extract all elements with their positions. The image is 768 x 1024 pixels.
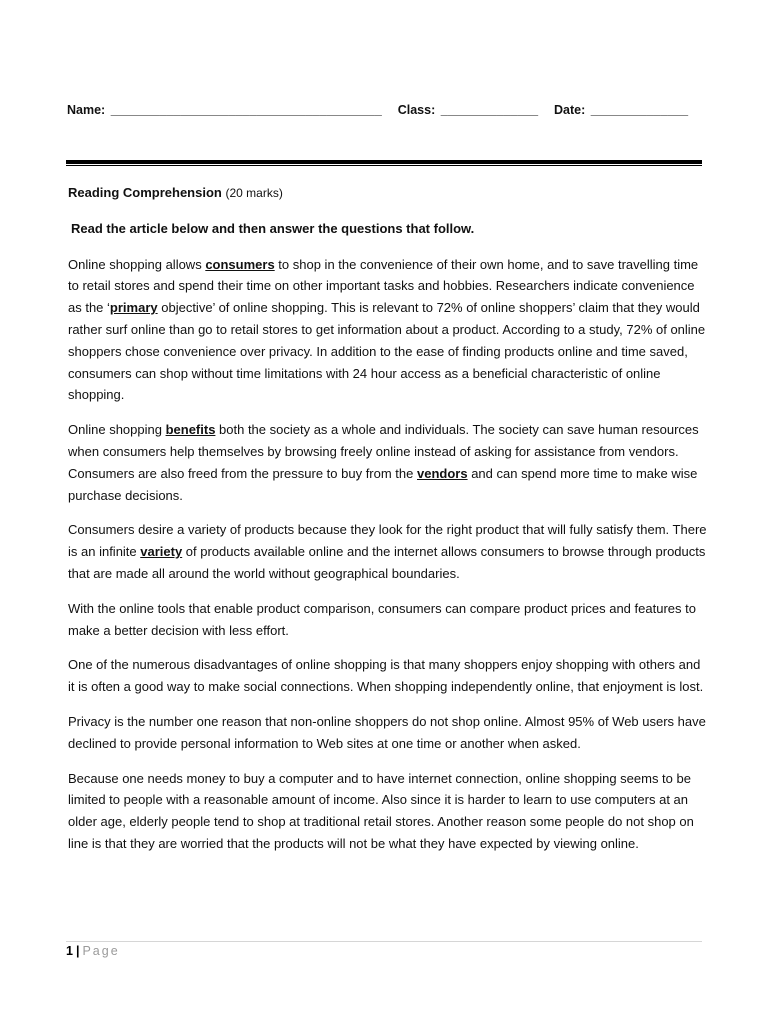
keyword-primary: primary: [109, 300, 158, 316]
student-info-header: [67, 103, 707, 117]
name-label: Name:: [67, 103, 106, 117]
keyword-variety: variety: [140, 544, 183, 560]
keyword-benefits: benefits: [165, 422, 216, 438]
footer-divider: [66, 941, 702, 942]
keyword-vendors: vendors: [417, 465, 468, 481]
article-paragraph-2: [68, 419, 708, 506]
article-paragraph-4: With the online tools that enable product comparison, consumers can compare product prices and features to make a better decision with less effort.: [68, 600, 696, 638]
page-footer: [66, 943, 120, 959]
section-title-text: Reading Comprehension: [68, 185, 222, 200]
text-run: both the society as a whole and individuals. The society can save human resources when consumers help themselves by browsing freely online instead of asking for assistance from vendors. Consumers are also freed from the pressure to buy from the: [68, 422, 699, 481]
text-run: objective’ of online shopping. This is relevant to 72% of online shoppers’ claim that they would rather surf online than go to retail stores to get information about a product. According to a study, 72% of online shoppers chose convenience over privacy. In addition to the ease of finding products online and time saved, consumers can shop without time limitations with 24 hour access as a beneficial characteristic of online shopping.: [68, 300, 706, 403]
page-number: 1: [66, 944, 73, 958]
article-paragraph-7: Because one needs money to buy a computer and to have internet connection, online shopping seems to be limited to people with a reasonable amount of income. Also since it is harder to learn to use computers at an older age, elderly people tend to shop at traditional retail stores. Another reason some people do not shop on line is that they are worried that the products will not be what they have expected by viewing online.: [68, 770, 694, 851]
text-run: to shop in the convenience of their own home, and to save travelling time to retail stores and spend their time on other important tasks and hobbies. Researchers indicate convenience as the ‘: [68, 256, 699, 316]
header-divider-thin: [66, 165, 702, 166]
date-label: Date:: [553, 103, 586, 117]
date-blank: ______________: [590, 103, 689, 117]
header-divider-thick: [66, 160, 702, 164]
text-run: Consumers desire a variety of products because they look for the right product that will fully satisfy them. There is an infinite: [68, 522, 707, 560]
text-run: of products available online and the internet allows consumers to browse through products that are made all around the world without geographical boundaries.: [68, 544, 706, 581]
article-paragraph-3: [68, 519, 708, 584]
instruction-text: Read the article below and then answer the questions that follow.: [71, 220, 475, 236]
text-run: Online shopping: [68, 422, 166, 438]
class-blank: ______________: [440, 103, 539, 117]
keyword-consumers: consumers: [205, 256, 275, 272]
article-paragraph-5: One of the numerous disadvantages of online shopping is that many shoppers enjoy shopping with others and it is often a good way to make social connections. When shopping independently online, that enjoyment is lost.: [68, 657, 704, 695]
page-separator: |: [75, 944, 80, 958]
name-blank: _______________________________________: [110, 103, 382, 117]
text-run: and can spend more time to make wise purchase decisions.: [68, 465, 698, 503]
text-run: Online shopping allows: [68, 256, 206, 272]
section-title: [68, 182, 708, 205]
article-paragraph-6: Privacy is the number one reason that non-online shoppers do not shop online. Almost 95% of Web users have declined to provide personal information to Web sites at one time or another when asked.: [68, 713, 706, 751]
article-paragraph-1: [68, 254, 708, 407]
worksheet-content: [68, 182, 708, 868]
section-marks: (20 marks): [225, 186, 283, 200]
class-label: Class:: [397, 103, 436, 117]
page-word: Page: [82, 944, 120, 958]
